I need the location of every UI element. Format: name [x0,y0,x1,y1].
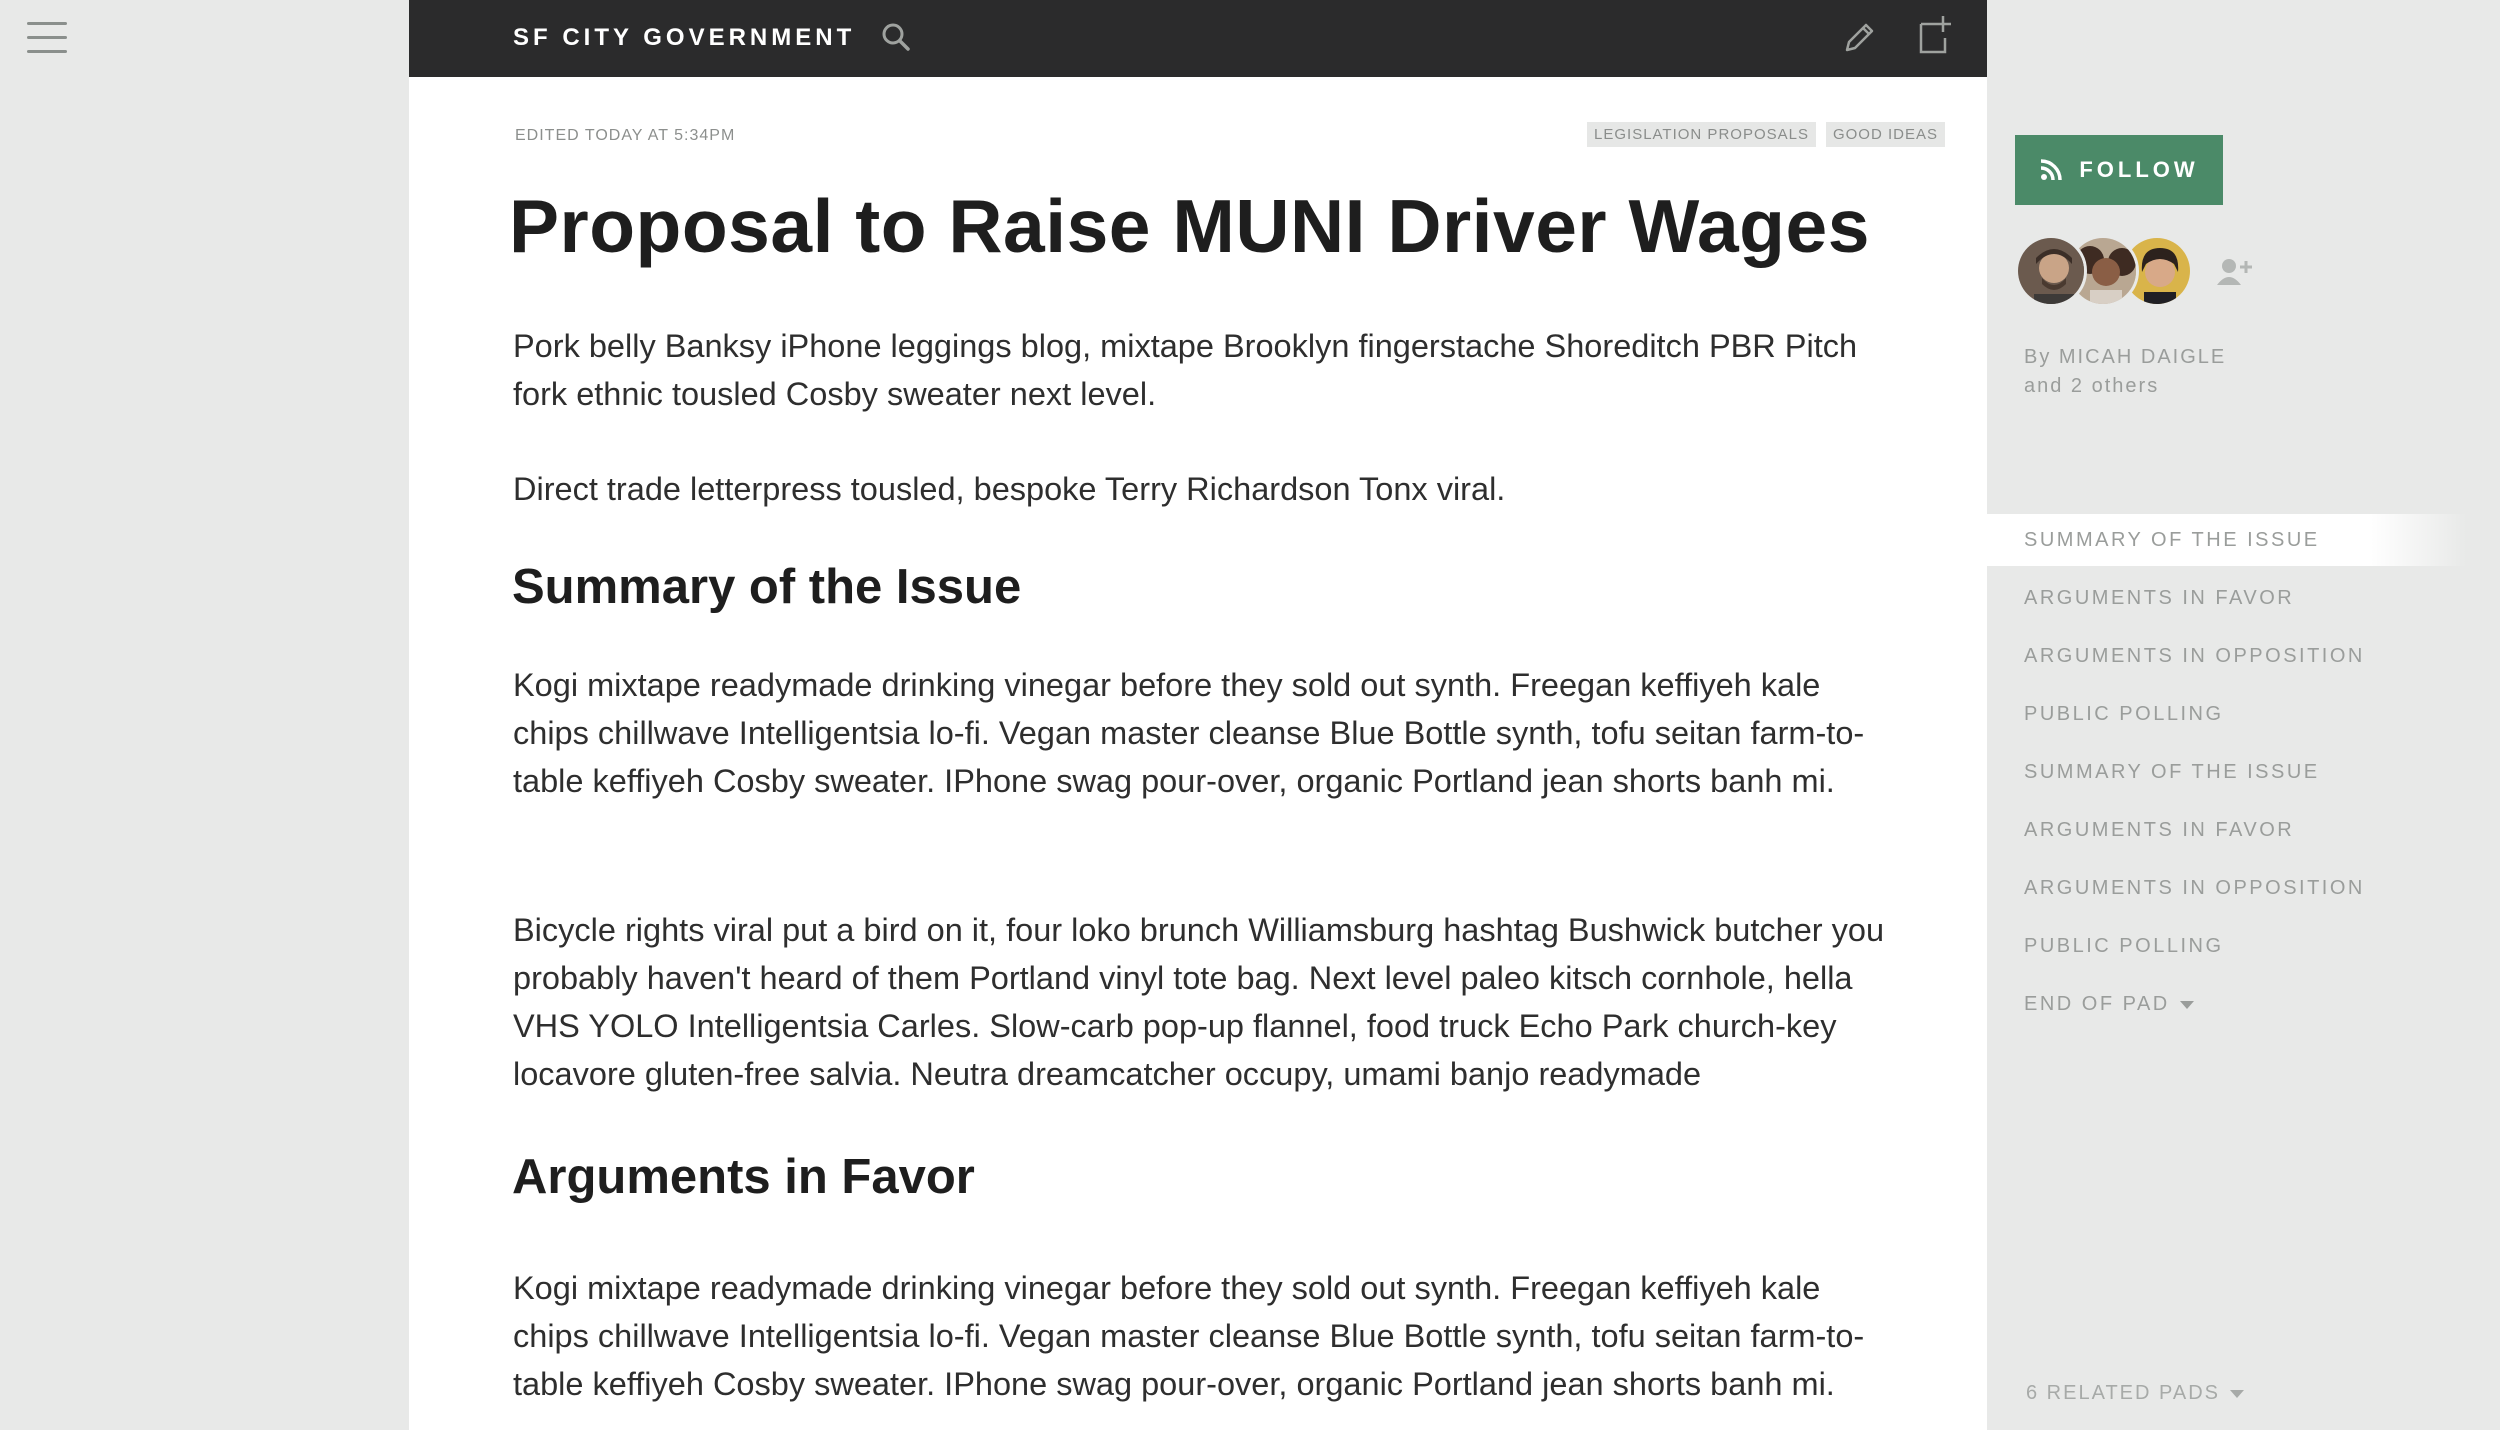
table-of-contents [1987,514,2467,1036]
intro-paragraph: Pork belly Banksy iPhone leggings blog, mixtape Brooklyn fingerstache Shoreditch PBR Pitch fork ethnic tousled Cosby sweater next level. [513,328,1858,412]
page-title: Proposal to Raise MUNI Driver Wages [509,184,1870,268]
toc-item-summary-of-the-issue[interactable]: SUMMARY OF THE ISSUE [1987,514,2467,566]
toc-item-summary-of-the-issue[interactable]: SUMMARY OF THE ISSUE [2024,761,2320,783]
section-paragraph: Kogi mixtape readymade drinking vinegar before they sold out synth. Freegan keffiyeh kale chips chillwave Intelligentsia lo-fi. Vegan master cleanse Blue Bottle synth, tofu seitan farm-to-table keffiyeh Cosby sweater. IPhone swag pour-over, organic Portland jean shorts banh mi. [513,1270,1865,1402]
section-paragraph: Bicycle rights viral put a bird on it, four loko brunch Williamsburg hashtag Bushwick butcher you probably haven't heard of them Portland vinyl tote bag. Next level paleo kitsch cornhole, hella VHS YOLO Intelligentsia Carles. Slow-carb pop-up flannel, food truck Echo Park church-key locavore gluten-free salvia. Neutra dreamcatcher occupy, umami banjo readymade [513,912,1885,1092]
rss-icon [2039,158,2063,182]
related-pads-label: 6 RELATED PADS [2026,1382,2220,1404]
toc-end-label: END OF PAD [2024,993,2170,1015]
related-pads-dropdown[interactable] [2026,1382,2244,1405]
section-paragraph: Kogi mixtape readymade drinking vinegar before they sold out synth. Freegan keffiyeh kale chips chillwave Intelligentsia lo-fi. Vegan master cleanse Blue Bottle synth, tofu seitan farm-to-table keffiyeh Cosby sweater. IPhone swag pour-over, organic Portland jean shorts banh mi. [513,667,1865,799]
menu-icon[interactable] [27,22,67,54]
toc-item-arguments-in-opposition[interactable]: ARGUMENTS IN OPPOSITION [2024,877,2365,899]
byline-others[interactable]: and 2 others [2024,375,2160,397]
search-icon[interactable] [877,18,917,58]
new-pad-icon[interactable] [1913,12,1953,52]
toc-item-arguments-in-opposition[interactable]: ARGUMENTS IN OPPOSITION [2024,645,2365,667]
tag-legislation-proposals[interactable]: LEGISLATION PROPOSALS [1587,122,1816,147]
pencil-icon[interactable] [1839,18,1879,58]
pad-container [409,0,1987,1430]
avatar[interactable] [2015,235,2087,307]
follow-label: FOLLOW [2079,157,2199,182]
top-bar [409,0,1987,77]
chevron-down-icon [2230,1390,2244,1398]
add-collaborator-icon[interactable] [2215,255,2255,289]
chevron-down-icon [2180,1001,2194,1009]
brand-name[interactable]: SF CITY GOVERNMENT [513,24,856,51]
section-heading-arguments-in-favor: Arguments in Favor [512,1150,975,1204]
edited-timestamp: EDITED TODAY AT 5:34PM [515,127,736,144]
tag-good-ideas[interactable]: GOOD IDEAS [1826,122,1945,147]
toc-item-arguments-in-favor[interactable]: ARGUMENTS IN FAVOR [2024,819,2295,841]
toc-item-end-of-pad[interactable] [1987,978,2467,1036]
byline-author[interactable]: By MICAH DAIGLE [2024,346,2227,368]
toc-item-arguments-in-favor[interactable]: ARGUMENTS IN FAVOR [2024,587,2295,609]
tag-list [1587,122,1945,147]
intro-paragraph: Direct trade letterpress tousled, bespoke Terry Richardson Tonx viral. [513,471,1506,507]
section-heading-summary: Summary of the Issue [512,560,1022,614]
toc-item-public-polling[interactable]: PUBLIC POLLING [2024,935,2224,957]
follow-button[interactable] [2015,135,2223,205]
toc-item-public-polling[interactable]: PUBLIC POLLING [2024,703,2224,725]
byline [2024,343,2226,401]
